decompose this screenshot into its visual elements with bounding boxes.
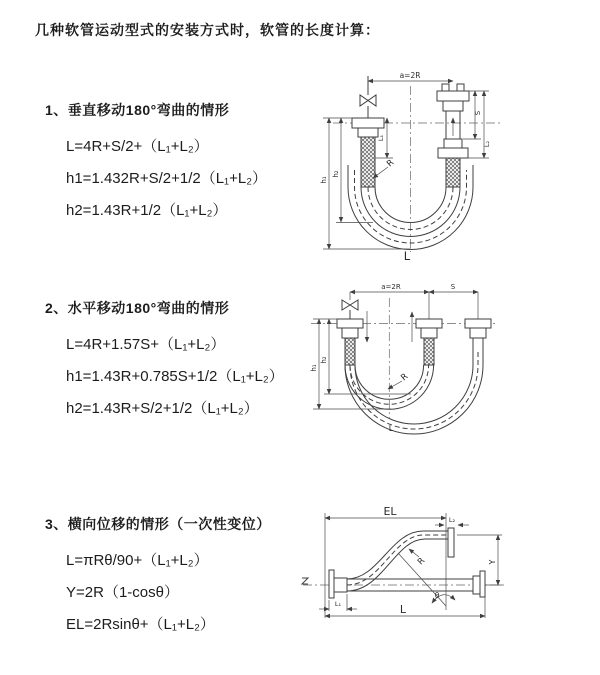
bolt (457, 84, 464, 91)
hose-u-bends (345, 352, 483, 434)
dim-label-h2: h₂ (332, 170, 340, 178)
flange (337, 319, 363, 328)
flange (438, 148, 468, 158)
formula-h1: h1=1.432R+S/2+1/2（L₁+L₂） (66, 170, 268, 187)
dim-label-l: L (399, 603, 407, 616)
section-vertical-180 (45, 100, 315, 227)
radius-label: R (385, 157, 397, 170)
formula-length: L=4R+S/2+（L₁+L₂） (66, 138, 209, 155)
formula-el: EL=2Rsinθ+（L₁+L₂） (66, 616, 215, 633)
section-3-heading: 3、横向位移的情形（一次性变位） (45, 516, 271, 532)
formula-y: Y=2R（1-cosθ） (66, 584, 179, 601)
formula-h1: h1=1.43R+0.785S+1/2（L₁+L₂） (66, 368, 284, 385)
section-horizontal-180 (45, 298, 315, 425)
right-pipe-end (465, 292, 491, 352)
diagram-vertical-180-bend (303, 68, 553, 265)
length-label: L (403, 249, 411, 263)
dim-label-h1: h₁ (310, 364, 318, 372)
formula-h2: h2=1.43R+S/2+1/2（L₁+L₂） (66, 400, 259, 417)
dim-label-l2: L₂ (448, 516, 456, 524)
flange (329, 570, 334, 598)
dim-label-a2r: a=2R (381, 283, 401, 291)
hose-displaced-position (347, 528, 454, 591)
dim-label-h2: h₂ (320, 356, 328, 364)
left-pipe-end (337, 292, 363, 365)
diagram-lateral-displacement (295, 493, 600, 631)
flange (480, 571, 485, 597)
flange (465, 319, 491, 328)
formula-length: L=πRθ/90+（L₁+L₂） (66, 552, 209, 569)
diagram-horizontal-180-bend (303, 278, 600, 464)
dim-label-h1: h₁ (320, 176, 328, 184)
formula-length: L=4R+1.57S+（L₁+L₂） (66, 336, 226, 353)
dim-label-s: S (450, 283, 456, 291)
radius-label: R (399, 371, 411, 384)
dim-label-y: Y (488, 559, 497, 565)
left-pipe-end (329, 570, 347, 598)
flange (416, 319, 442, 328)
section-lateral-displacement (45, 514, 315, 641)
radius-label: R (415, 555, 428, 568)
dim-label-l1: L₁ (334, 600, 342, 608)
dim-label-s: S (474, 110, 482, 116)
section-2-heading: 2、水平移动180°弯曲的情形 (45, 300, 230, 316)
braided-hose-section (361, 137, 375, 187)
bolt (442, 84, 449, 91)
flange (352, 118, 384, 128)
length-label: L (388, 424, 394, 433)
middle-pipe-end (416, 292, 442, 365)
formula-h2: h2=1.43R+1/2（L₁+L₂） (66, 202, 228, 219)
braided-hose-section (424, 338, 434, 365)
valve-icon (342, 300, 358, 310)
flange (448, 528, 454, 557)
valve-icon (360, 95, 376, 106)
angle-label: θ (434, 591, 440, 600)
left-pipe-end (352, 76, 384, 187)
right-pipe-end (437, 84, 469, 187)
dimensions (319, 505, 502, 618)
dim-label-el: EL (383, 505, 397, 518)
break-mark (302, 578, 308, 584)
dim-label-a2r: a=2R (399, 71, 421, 80)
dimensions (310, 283, 478, 433)
dim-label-l1: L₁ (377, 134, 385, 142)
braided-hose-section (446, 158, 460, 187)
dim-label-l2: L₂ (483, 140, 491, 148)
braided-hose-section (345, 338, 355, 365)
section-1-heading: 1、垂直移动180°弯曲的情形 (45, 102, 230, 118)
page-title: 几种软管运动型式的安装方式时，软管的长度计算： (35, 22, 380, 38)
flange (437, 91, 469, 101)
